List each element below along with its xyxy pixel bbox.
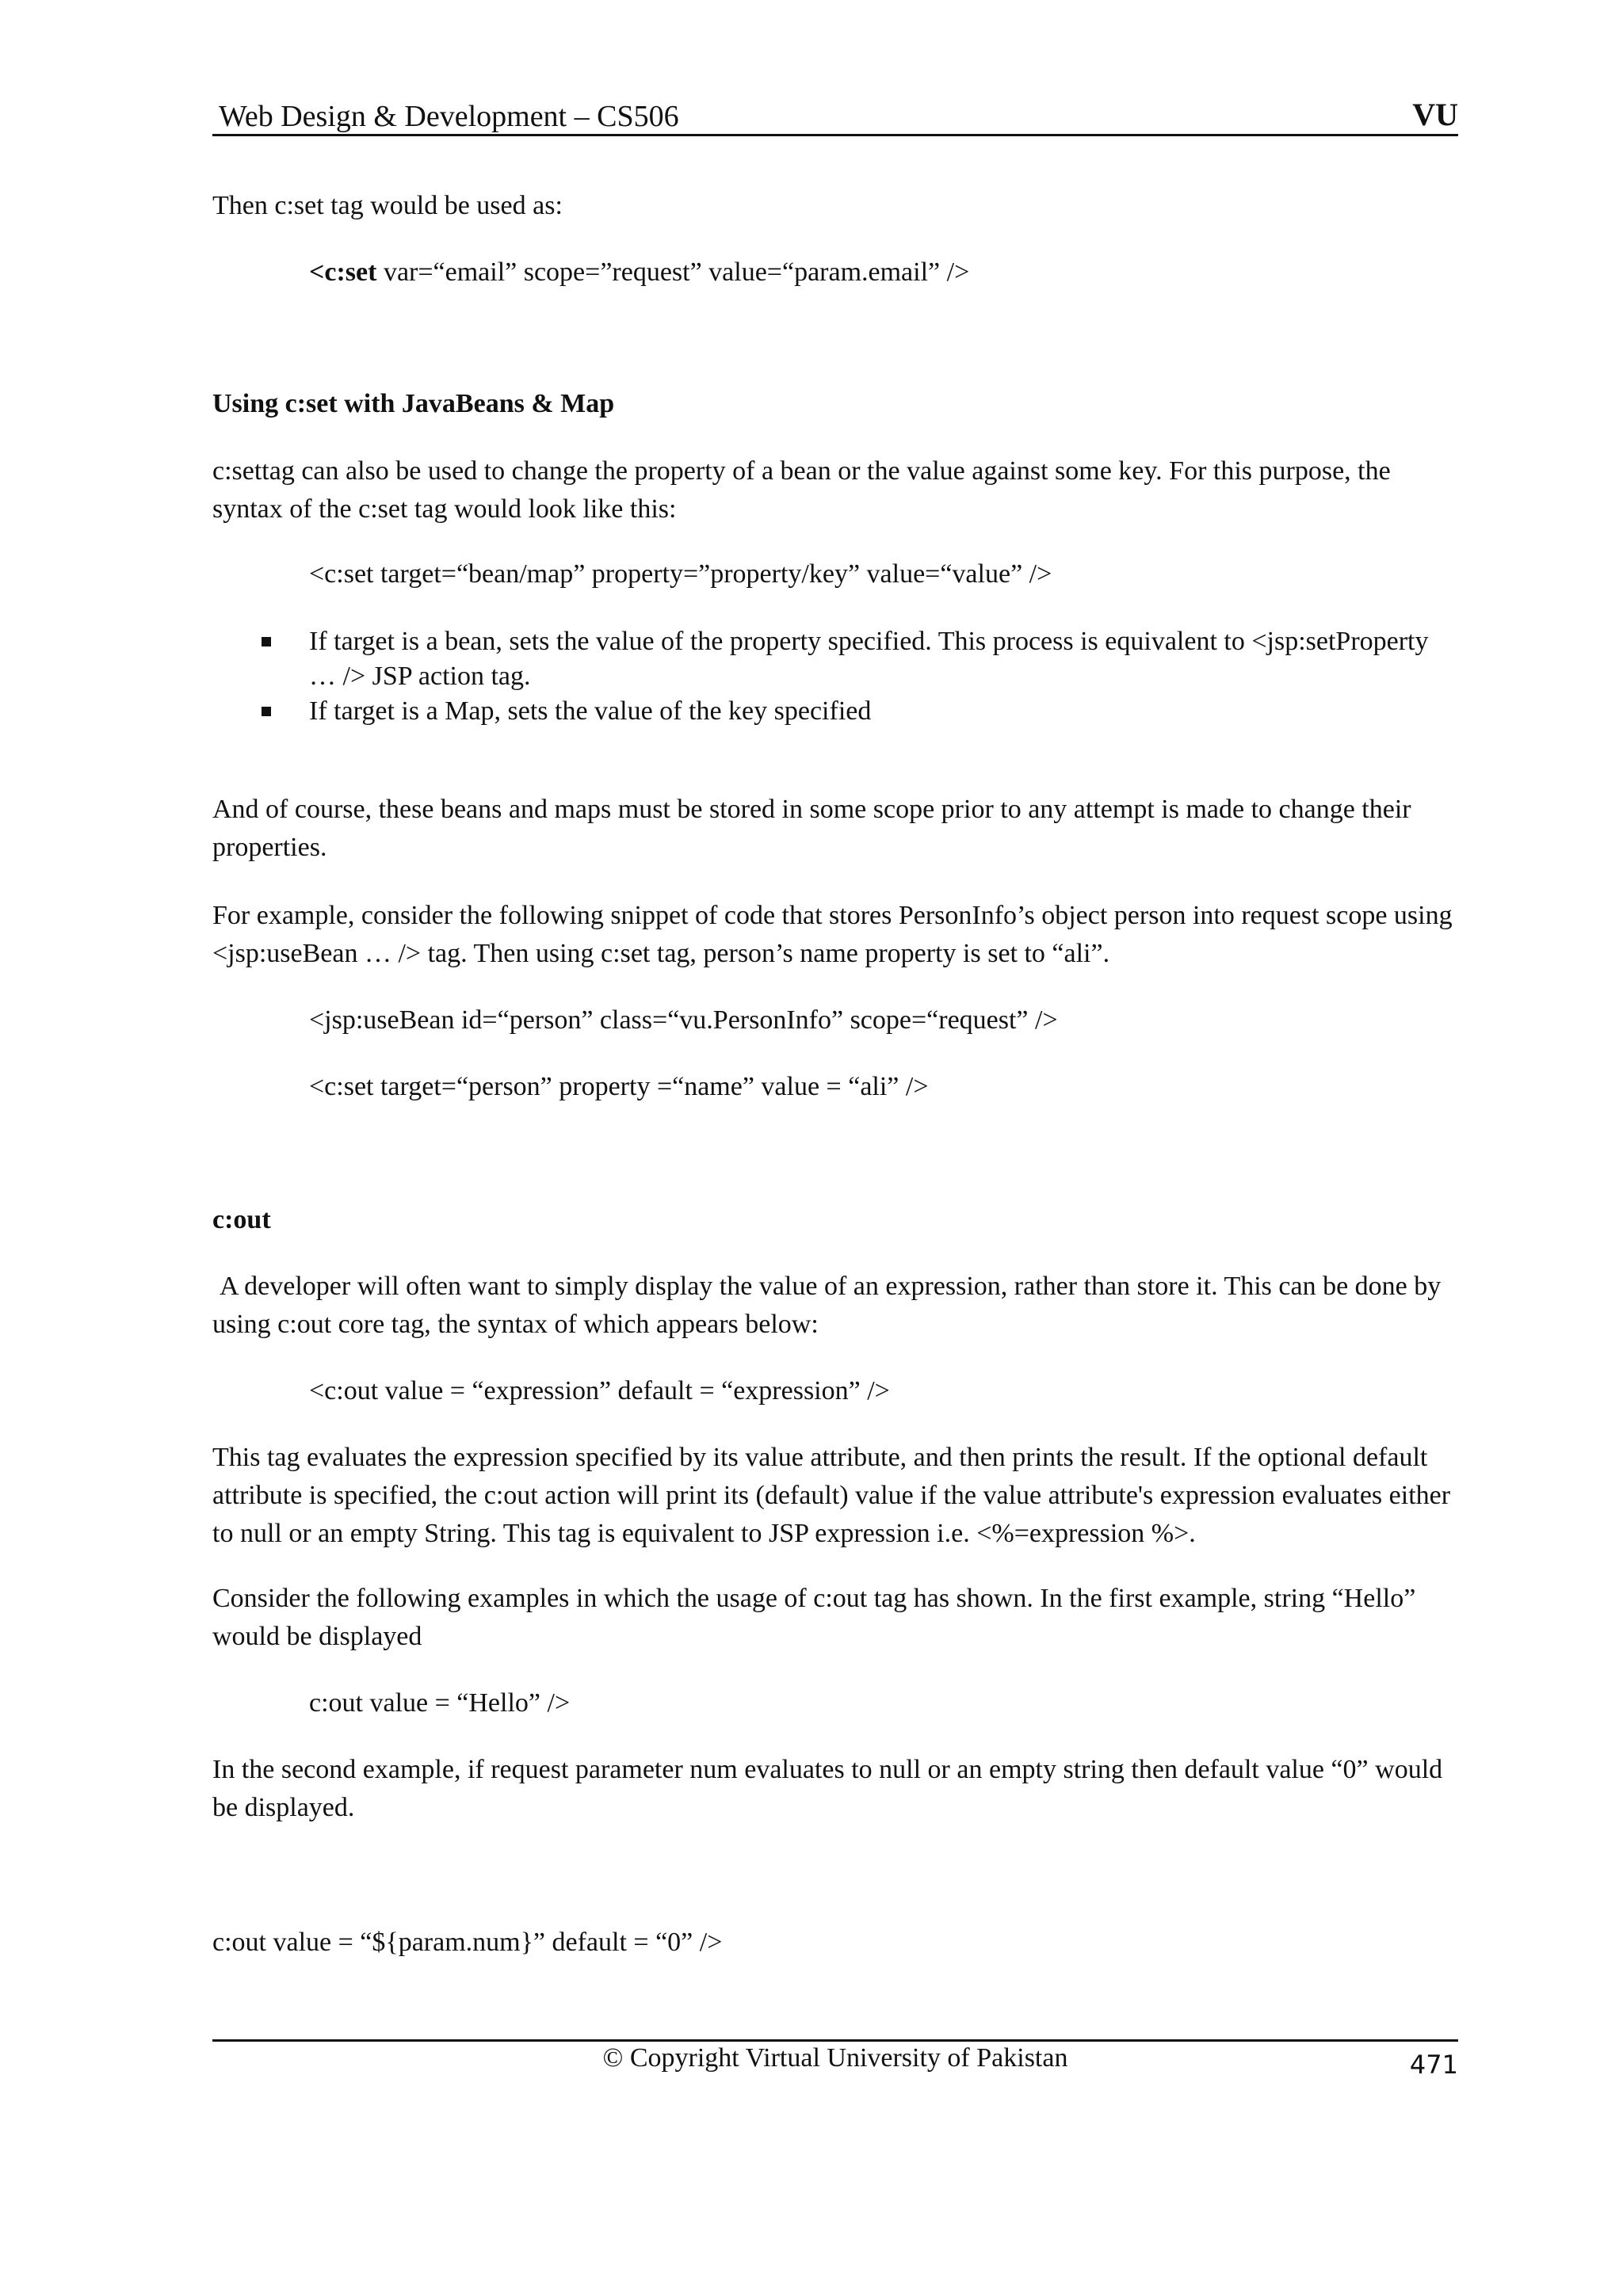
paragraph: This tag evaluates the expression specified by its value attribute, and then prints the result. If the optional default attribute is specified, the c:out action will print its (default) value if the value attribute's expression evaluates either to null or an empty String. This tag is equivalent to JSP expression i.e. <%=expression %>. bbox=[212, 1443, 1451, 1548]
list-item bbox=[212, 694, 1458, 729]
paragraph: And of course, these beans and maps must be stored in some scope prior to any attempt is made to change their properties. bbox=[212, 795, 1411, 862]
section-heading-c-out: c:out bbox=[212, 1205, 271, 1234]
code-tag-attributes: var=“email” scope=”request” value=“param.email” /> bbox=[376, 257, 970, 287]
code-example-set-person: <c:set target=“person” property =“name” value = “ali” /> bbox=[309, 1072, 929, 1101]
page-number: 471 bbox=[1409, 2050, 1458, 2080]
bullet-list bbox=[212, 624, 1458, 729]
footer-copyright: © Copyright Virtual University of Pakistan bbox=[602, 2043, 1068, 2073]
page-header bbox=[212, 95, 1458, 136]
code-example-set-email bbox=[309, 254, 1458, 292]
square-bullet-icon bbox=[262, 707, 271, 716]
code-example-set-target: <c:set target=“bean/map” property=”property/key” value=“value” /> bbox=[309, 559, 1052, 589]
list-item-text: If target is a Map, sets the value of the key specified bbox=[309, 696, 872, 726]
code-example-out-default: c:out value = “${param.num}” default = “0” /> bbox=[212, 1928, 723, 1957]
code-tag-name: <c:set bbox=[309, 257, 377, 287]
course-title: Web Design & Development – CS506 bbox=[219, 100, 679, 133]
vu-logo-text: VU bbox=[1412, 97, 1458, 132]
paragraph: Then c:set tag would be used as: bbox=[212, 191, 563, 220]
paragraph: A developer will often want to simply display the value of an expression, rather than store it. This can be done by using c:out core tag, the syntax of which appears below: bbox=[212, 1272, 1442, 1339]
code-example-usebean: <jsp:useBean id=“person” class=“vu.PersonInfo” scope=“request” /> bbox=[309, 1005, 1058, 1035]
paragraph: c:settag can also be used to change the property of a bean or the value against some key. For this purpose, the syntax of the c:set tag would look like this: bbox=[212, 456, 1391, 524]
list-item-text: If target is a bean, sets the value of the property specified. This process is equivalent to <jsp:setProperty … /> JSP action tag. bbox=[309, 627, 1429, 691]
code-example-out-hello: c:out value = “Hello” /> bbox=[309, 1688, 571, 1718]
list-item bbox=[212, 624, 1458, 694]
square-bullet-icon bbox=[262, 637, 271, 646]
paragraph: For example, consider the following snippet of code that stores PersonInfo’s object person into request scope using <jsp:useBean … /> tag. Then using c:set tag, person’s name property is set to “ali”. bbox=[212, 901, 1453, 968]
section-heading-javabeans-map: Using c:set with JavaBeans & Map bbox=[212, 389, 615, 418]
paragraph: In the second example, if request parameter num evaluates to null or an empty string then default value “0” would be displayed. bbox=[212, 1755, 1443, 1822]
code-example-out-syntax: <c:out value = “expression” default = “expression” /> bbox=[309, 1376, 890, 1405]
paragraph: Consider the following examples in which the usage of c:out tag has shown. In the first example, string “Hello” would be displayed bbox=[212, 1584, 1416, 1651]
